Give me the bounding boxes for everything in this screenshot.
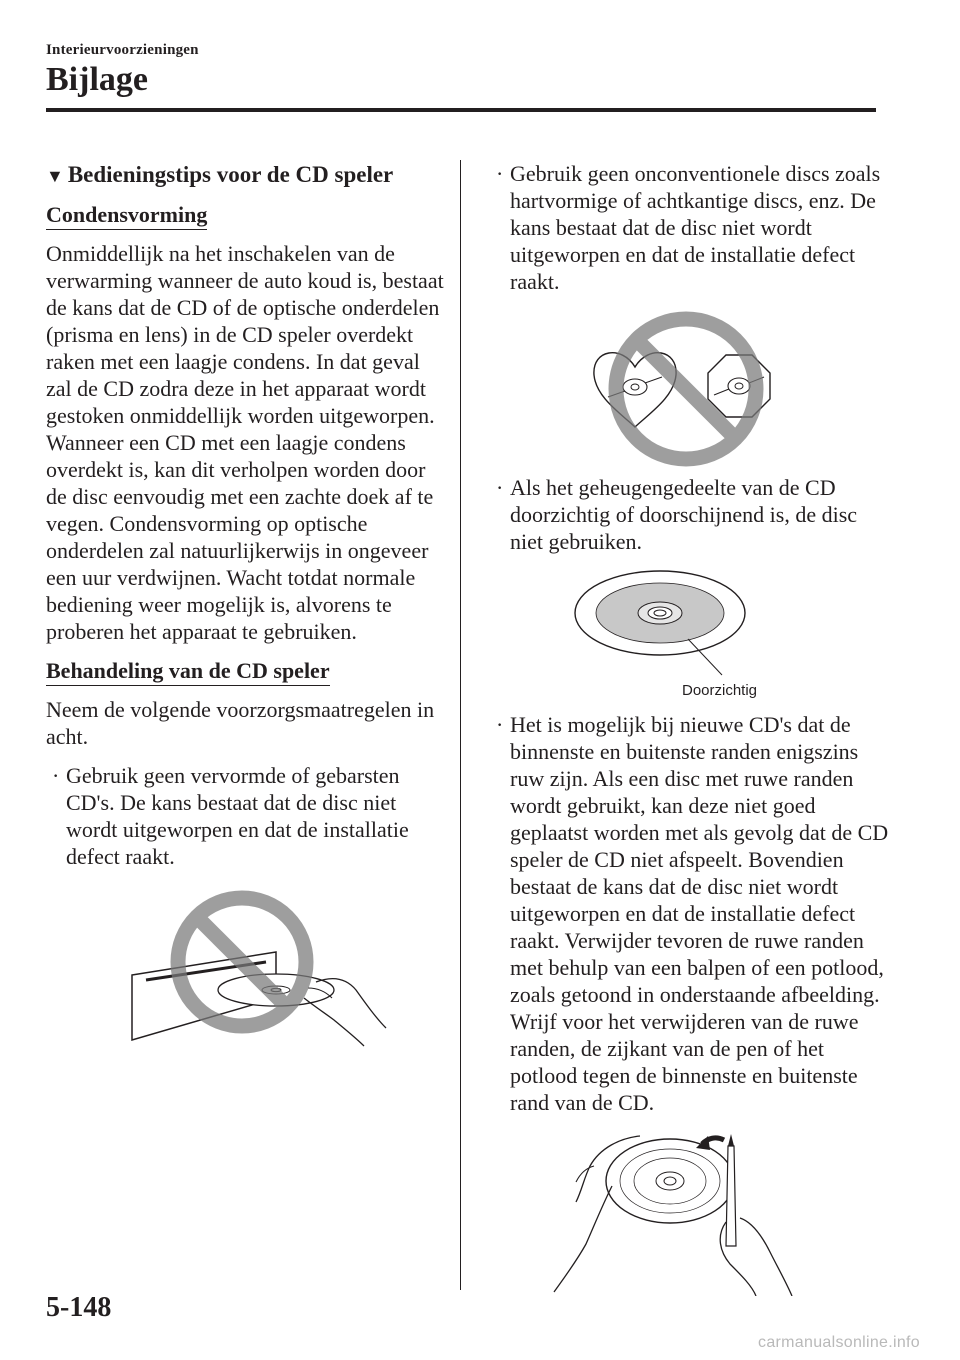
bullet-dot: · (496, 712, 504, 737)
page-number: 5-148 (46, 1292, 112, 1323)
bullet-dot: · (496, 161, 504, 186)
section-title: Bedieningstips voor de CD speler (67, 162, 394, 187)
handling-intro: Neem de volgende voorzorgsmaatregelen in acht. (46, 697, 435, 749)
header-category: Interieurvoorzieningen (46, 42, 199, 58)
column-divider (460, 160, 461, 1290)
condensation-text: Onmiddellijk na het inschakelen van de verwarming wanneer de auto koud is, bestaat de kans dat de CD of de optische onderdelen (prisma en lens) in de CD speler overdekt raken met een laagje condens. In dat geval zal de CD zodra deze in het apparaat wordt gestoken onmiddellijk worden uitgeworpen. Wanneer een CD met een laagje condens overdekt is, kan dit verholpen worden door de disc eenvoudig met een zachte doek af te vegen. Condensvorming op optische onderdelen zal natuurlijkerwijs in ongeveer een uur verdwijnen. Wacht totdat normale bediening weer mogelijk is, alvorens te proberen het apparaat te gebruiken. (46, 241, 444, 644)
left-column (46, 160, 446, 1050)
watermark: carmanualsonline.info (758, 1334, 920, 1351)
odd-shaped-discs-illustration (490, 305, 890, 470)
handling-heading: Behandeling van de CD speler (46, 657, 330, 686)
deburring-disc-illustration (490, 1126, 890, 1296)
page-title: Bijlage (46, 61, 148, 98)
bullet-text: Gebruik geen vervormde of gebarsten CD's. De kans bestaat dat de disc niet wordt uitgeworpen en dat de installatie defect raakt. (66, 763, 409, 869)
bullet-rough-edges (490, 711, 890, 1116)
bullet-text: Het is mogelijk bij nieuwe CD's dat de binnenste en buitenste randen enigszins ruw zijn. Als een disc met ruwe randen wordt gebruikt, kan deze niet goed geplaatst worden met als gevolg dat de CD speler de CD niet afspeelt. Bovendien bestaat de kans dat de disc niet wordt uitgeworpen en dat de installatie defect raakt. Verwijder tevoren de ruwe randen met behulp van een balpen of een potlood, zoals getoond in onderstaande afbeelding. Wrijf voor het verwijderen van de ruwe randen, de zijkant van de pen of het potlood tegen de binnenste en buitenste rand van de CD. (510, 712, 889, 1115)
bullet-transparent-discs (490, 474, 890, 555)
condensation-heading: Condensvorming (46, 201, 207, 230)
prohibition-icon (178, 898, 306, 1026)
transparent-disc-figure (490, 565, 890, 705)
bullet-dot: · (496, 475, 504, 500)
bullet-dot: · (52, 763, 60, 788)
cd-slot-illustration (46, 880, 446, 1050)
bullet-deformed-discs (46, 762, 446, 870)
transparent-label: Doorzichtig (682, 682, 758, 699)
triangle-marker-icon: ▼ (46, 166, 64, 186)
header-rule (46, 108, 876, 112)
bullet-odd-shaped-discs (490, 160, 890, 295)
bullet-text: Als het geheugengedeelte van de CD doorzichtig of doorschijnend is, de disc niet gebruiken. (510, 475, 858, 554)
bullet-text: Gebruik geen onconventionele discs zoals hartvormige of achtkantige discs, enz. De kans bestaat dat de disc niet wordt uitgeworpen en dat de installatie defect raakt. (510, 161, 881, 294)
right-column (490, 160, 890, 1296)
section-heading (46, 160, 446, 191)
